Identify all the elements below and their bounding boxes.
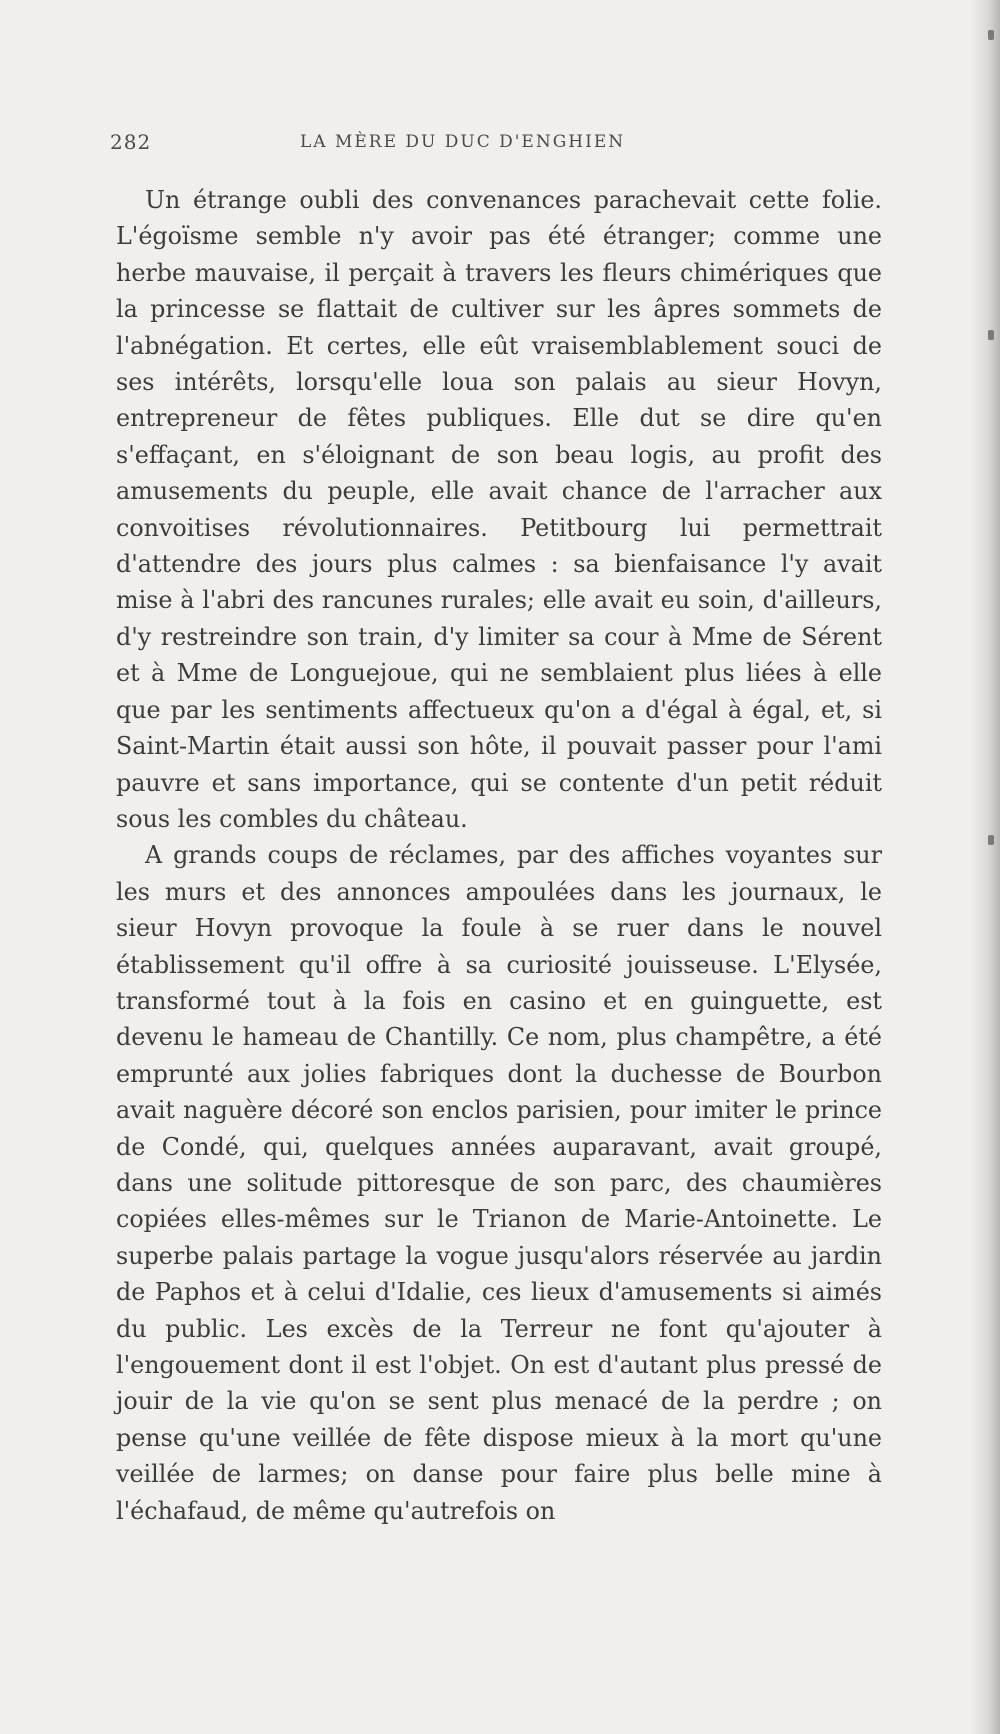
edge-mark <box>988 835 994 845</box>
paragraph: Un étrange oubli des convenances parachevait cette folie. L'égoïsme semble n'y avoir pas été étranger; comme une herbe mauvaise, il perçait à travers les fleurs chimériques que la princesse se flattait de cultiver sur les âpres sommets de l'abnégation. Et certes, elle eût vraisemblablement souci de ses intérêts, lorsqu'elle loua son palais au sieur Hovyn, entrepreneur de fêtes publiques. Elle dut se dire qu'en s'effaçant, en s'éloignant de son beau logis, au profit des amusements du peuple, elle avait chance de l'arracher aux convoitises révolutionnaires. Petitbourg lui permettrait d'attendre des jours plus calmes : sa bienfaisance l'y avait mise à l'abri des rancunes rurales; elle avait eu soin, d'ailleurs, d'y restreindre son train, d'y limiter sa cour à Mme de Sérent et à Mme de Longuejoue, qui ne semblaient plus liées à elle que par les sentiments affectueux qu'on a d'égal à égal, et, si Saint-Martin était aussi son hôte, il pouvait passer pour l'ami pauvre et sans importance, qui se contente d'un petit réduit sous les combles du château. <box>116 186 882 833</box>
edge-mark <box>988 330 994 340</box>
running-title: LA MÈRE DU DUC D'ENGHIEN <box>300 132 626 152</box>
page-number: 282 <box>110 130 152 154</box>
paragraph: A grands coups de réclames, par des affiches voyantes sur les murs et des annonces ampoulées dans les journaux, le sieur Hovyn provoque la foule à se ruer dans le nouvel établissement qu'il offre à sa curiosité jouisseuse. L'Elysée, transformé tout à la fois en casino et en guinguette, est devenu le hameau de Chantilly. Ce nom, plus champêtre, a été emprunté aux jolies fabriques dont la duchesse de Bourbon avait naguère décoré son enclos parisien, pour imiter le prince de Condé, qui, quelques années auparavant, avait groupé, dans une solitude pittoresque de son parc, des chaumières copiées elles-mêmes sur le Trianon de Marie-Antoinette. Le superbe palais partage la vogue jusqu'alors réservée au jardin de Paphos et à celui d'Idalie, ces lieux d'amusements si aimés du public. Les excès de la Terreur ne font qu'ajouter à l'engouement dont il est l'objet. On est d'autant plus pressé de jouir de la vie qu'on se sent plus menacé de la perdre ; on pense qu'une veillée de fête dispose mieux à la mort qu'une veillée de larmes; on danse pour faire plus belle mine à l'échafaud, de même qu'autrefois on <box>116 841 882 1525</box>
body-text <box>116 182 882 1529</box>
page-gutter-shadow <box>970 0 1000 1734</box>
page-header <box>110 130 880 160</box>
edge-mark <box>988 30 994 40</box>
